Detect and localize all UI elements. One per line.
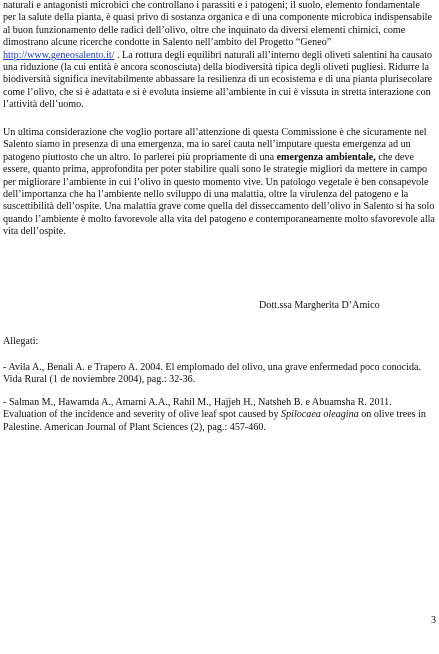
geneo-link[interactable]: http://www.geneosalento.it/ (3, 49, 115, 61)
emphasis-ambientale: emergenza ambientale, (276, 151, 376, 163)
signature: Dott.ssa Margherita D’Amico (259, 300, 380, 311)
reference-2-text-start: - Salman M., Hawamda A., Amarni A.A., Rahil M., Hajjeh H., Natsheh B. e Abuamsha R. 2011. Evaluation of the incidence and severity of olive leaf spot caused by (3, 397, 392, 421)
body-paragraph-2 (3, 127, 435, 239)
reference-item (3, 362, 435, 387)
reference-2-text-end: on olive trees in Palestine. American Journal of Plant Sciences (2), pag.: 457-460. (3, 409, 426, 433)
reference-item (3, 397, 435, 434)
allegati-heading: Allegati: (3, 336, 39, 347)
body-paragraph-1 (3, 0, 435, 112)
paragraph-2-text-start: Un ultima considerazione che voglio portare all’attenzione di questa Commissione è che sicuramente nel Salento siamo in presenza di una emergenza, ma io sarei cauta nell’imputare questa emergenza ad un patogeno piuttosto che un altro. Io parlerei più propriamente di una (3, 127, 427, 163)
species-name: Spilocaea oleagina (281, 409, 359, 421)
page-number: 3 (431, 615, 436, 626)
reference-1-text: - Avila A., Benali A. e Trapero A. 2004. El emplomado del olivo, una grave enfermedad poco conocida. Vida Rural (1 de noviembre 2004), pag.: 32-36. (3, 362, 422, 386)
paragraph-2-text-end: che deve essere, quanto prima, approfondita per poter stabilire quali sono le strategie migliori da mettere in campo per migliorare l’ambiente in cui l’olivo in questo momento vive. Un patologo vegetale è ben consapevole dell’importanza che ha l’ambiente nello sviluppo di una malattia, oltre la virulenza del patogeno e la suscettibilità dell’ospite. Una malattia grave come quella del disseccamento dell’olivo in Salento si ha solo quando l’ambiente è molto favorevole alla vita del patogeno e contemporaneamente molto sfavorevole alla vita dell’ospite. (3, 151, 435, 238)
paragraph-1-text-start: naturali e antagonisti microbici che controllano i parassiti e i patogeni; il suolo, elemento fondamentale per la salute della pianta, è quasi privo di sostanza organica e di una componente microbica indispensabile al buon funzionamento delle radici dell’olivo, oltre che inquinato da diversi elementi chimici, come dimostrano alcune ricerche condotte in Salento nell’ambito del Progetto “Geneo” (3, 0, 432, 49)
paragraph-1-text-end: . La rottura degli equilibri naturali all’interno degli oliveti salentini ha causato una riduzione (la cui entità è ancora sconosciuta) della biodiversità tipica degli oliveti pugliesi. Ridurre la biodiversità significa inevitabilmente abbassare la resilienza di un ecosistema e di una pianta plurisecolare come l’olivo, che si è adattata e si è evoluta insieme all’ambiente in cui è vissuta in stretta interazione con l’attività dell’uomo. (3, 49, 433, 111)
